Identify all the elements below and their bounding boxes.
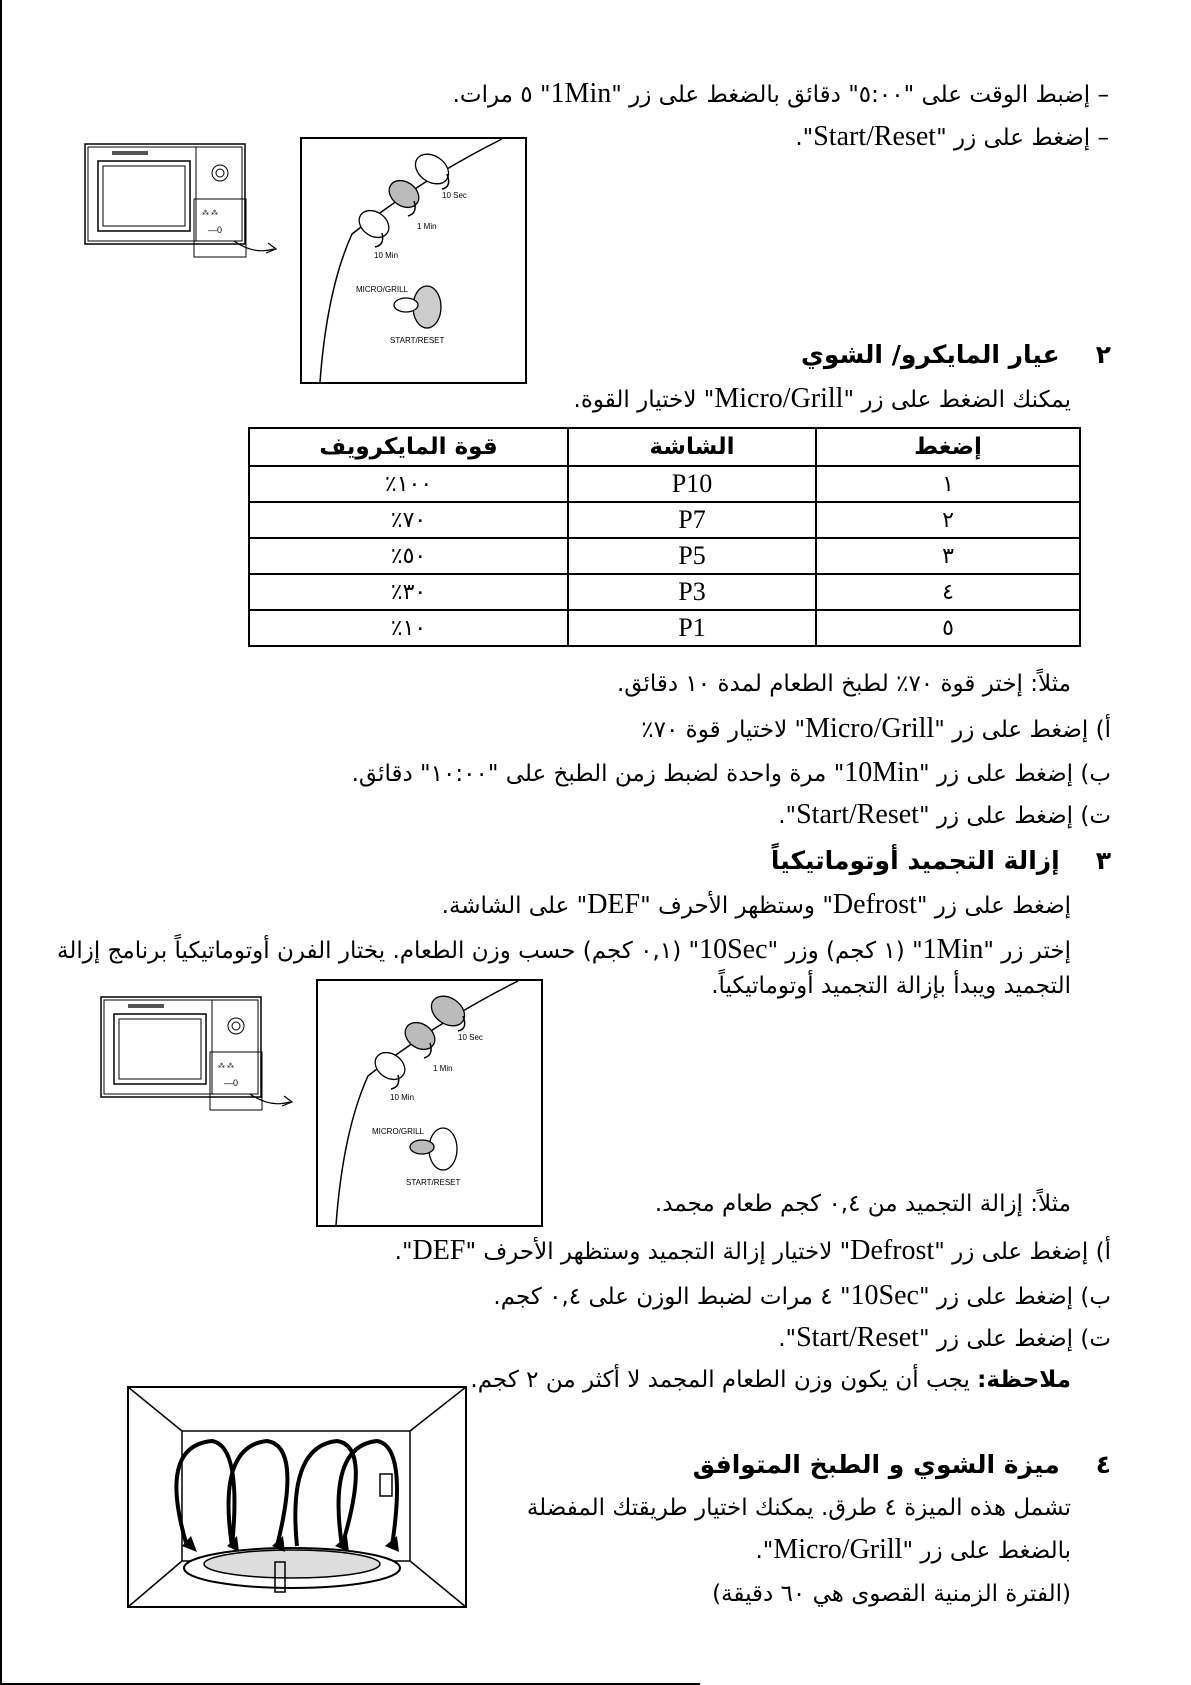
table-row <box>249 574 1080 610</box>
step-line: ت) إضغط على زر "Start/Reset". <box>778 799 1111 830</box>
table-row <box>249 502 1080 538</box>
micro-grill-label: MICRO/GRILL <box>372 1127 425 1136</box>
press-count: ١ <box>816 466 1080 502</box>
table-row <box>249 610 1080 646</box>
column-header: قوة المايكرويف <box>249 428 568 466</box>
step-line: ب) إضغط على زر "10Sec" ٤ مرات لضبط الوزن على ٠,٤ كجم. <box>493 1280 1111 1311</box>
section-heading: ٢عيار المايكرو/ الشوي <box>801 340 1111 369</box>
power-percent: ٣٠٪ <box>249 574 568 610</box>
oven-cavity-illustration <box>127 1386 467 1608</box>
power-percent: ١٠٪ <box>249 610 568 646</box>
section-text: إختر زر "1Min" (١ كجم) وزر "10Sec" (٠,١ كجم) حسب وزن الطعام. يختار الفرن أوتوماتيكياً برنامج إزالة <box>57 934 1071 965</box>
ten-min-label: 10 Min <box>374 251 399 260</box>
power-percent: ١٠٠٪ <box>249 466 568 502</box>
press-count: ٤ <box>816 574 1080 610</box>
section-text: تشمل هذه الميزة ٤ طرق. يمكنك اختيار طريقتك المفضلة <box>526 1495 1071 1521</box>
table-row <box>249 538 1080 574</box>
section-heading: ٣إزالة التجميد أوتوماتيكياً <box>770 846 1111 875</box>
svg-text:⁂ ⁂: ⁂ ⁂ <box>202 210 218 217</box>
start-reset-label: START/RESET <box>390 336 445 345</box>
microwave-oven-illustration <box>84 143 249 255</box>
column-header: إضغط <box>816 428 1080 466</box>
section-text: التجميد ويبدأ بإزالة التجميد أوتوماتيكياً. <box>711 973 1071 999</box>
step-line: ت) إضغط على زر "Start/Reset". <box>778 1322 1111 1353</box>
example-text: مثلاً: إختر قوة ٧٠٪ لطبخ الطعام لمدة ١٠ دقائق. <box>616 671 1071 697</box>
section-heading: ٤ميزة الشوي و الطبخ المتوافق <box>692 1450 1111 1479</box>
press-count: ٣ <box>816 538 1080 574</box>
section-text: إضغط على زر "Defrost" وستظهر الأحرف "DEF" على الشاشة. <box>441 889 1071 920</box>
instruction-line: – إضبط الوقت على "٥:٠٠" دقائق بالضغط على زر "1Min" ٥ مرات. <box>452 78 1109 109</box>
control-panel-diagram <box>316 979 543 1227</box>
svg-text:—0: —0 <box>224 1078 239 1088</box>
display-code: P5 <box>568 538 816 574</box>
display-code: P3 <box>568 574 816 610</box>
note-text: ملاحظة: يجب أن يكون وزن الطعام المجمد لا أكثر من ٢ كجم. <box>470 1367 1071 1393</box>
section-intro: يمكنك الضغط على زر "Micro/Grill" لاختيار القوة. <box>573 383 1071 414</box>
microwave-oven-illustration <box>100 996 310 1116</box>
page-border-left <box>0 0 2 1685</box>
press-count: ٢ <box>816 502 1080 538</box>
ten-sec-label: 10 Sec <box>442 191 467 200</box>
power-percent: ٥٠٪ <box>249 538 568 574</box>
one-min-label: 1 Min <box>433 1064 453 1073</box>
step-line: أ) إضغط على زر "Micro/Grill" لاختيار قوة ٧٠٪ <box>641 713 1111 744</box>
svg-text:⁂ ⁂: ⁂ ⁂ <box>218 1063 234 1070</box>
one-min-label: 1 Min <box>417 222 437 231</box>
display-code: P7 <box>568 502 816 538</box>
svg-text:—0: —0 <box>208 225 223 235</box>
control-panel-diagram <box>300 137 527 384</box>
power-percent: ٧٠٪ <box>249 502 568 538</box>
ten-min-label: 10 Min <box>390 1093 415 1102</box>
section-text: (الفترة الزمنية القصوى هي ٦٠ دقيقة) <box>712 1581 1071 1607</box>
start-reset-label: START/RESET <box>406 1178 461 1187</box>
display-code: P10 <box>568 466 816 502</box>
step-line: أ) إضغط على زر "Defrost" لاختيار إزالة التجميد وستظهر الأحرف "DEF". <box>394 1235 1111 1266</box>
micro-grill-label: MICRO/GRILL <box>356 285 409 294</box>
ten-sec-label: 10 Sec <box>458 1033 483 1042</box>
display-code: P1 <box>568 610 816 646</box>
step-line: ب) إضغط على زر "10Min" مرة واحدة لضبط زمن الطبخ على "١٠:٠٠" دقائق. <box>351 757 1111 788</box>
table-header-row <box>249 428 1080 466</box>
column-header: الشاشة <box>568 428 816 466</box>
section-text: بالضغط على زر "Micro/Grill". <box>755 1534 1071 1565</box>
power-level-table <box>248 427 1081 647</box>
press-count: ٥ <box>816 610 1080 646</box>
example-text: مثلاً: إزالة التجميد من ٠,٤ كجم طعام مجمد. <box>654 1191 1071 1217</box>
instruction-line: – إضغط على زر "Start/Reset". <box>795 121 1109 152</box>
table-row <box>249 466 1080 502</box>
